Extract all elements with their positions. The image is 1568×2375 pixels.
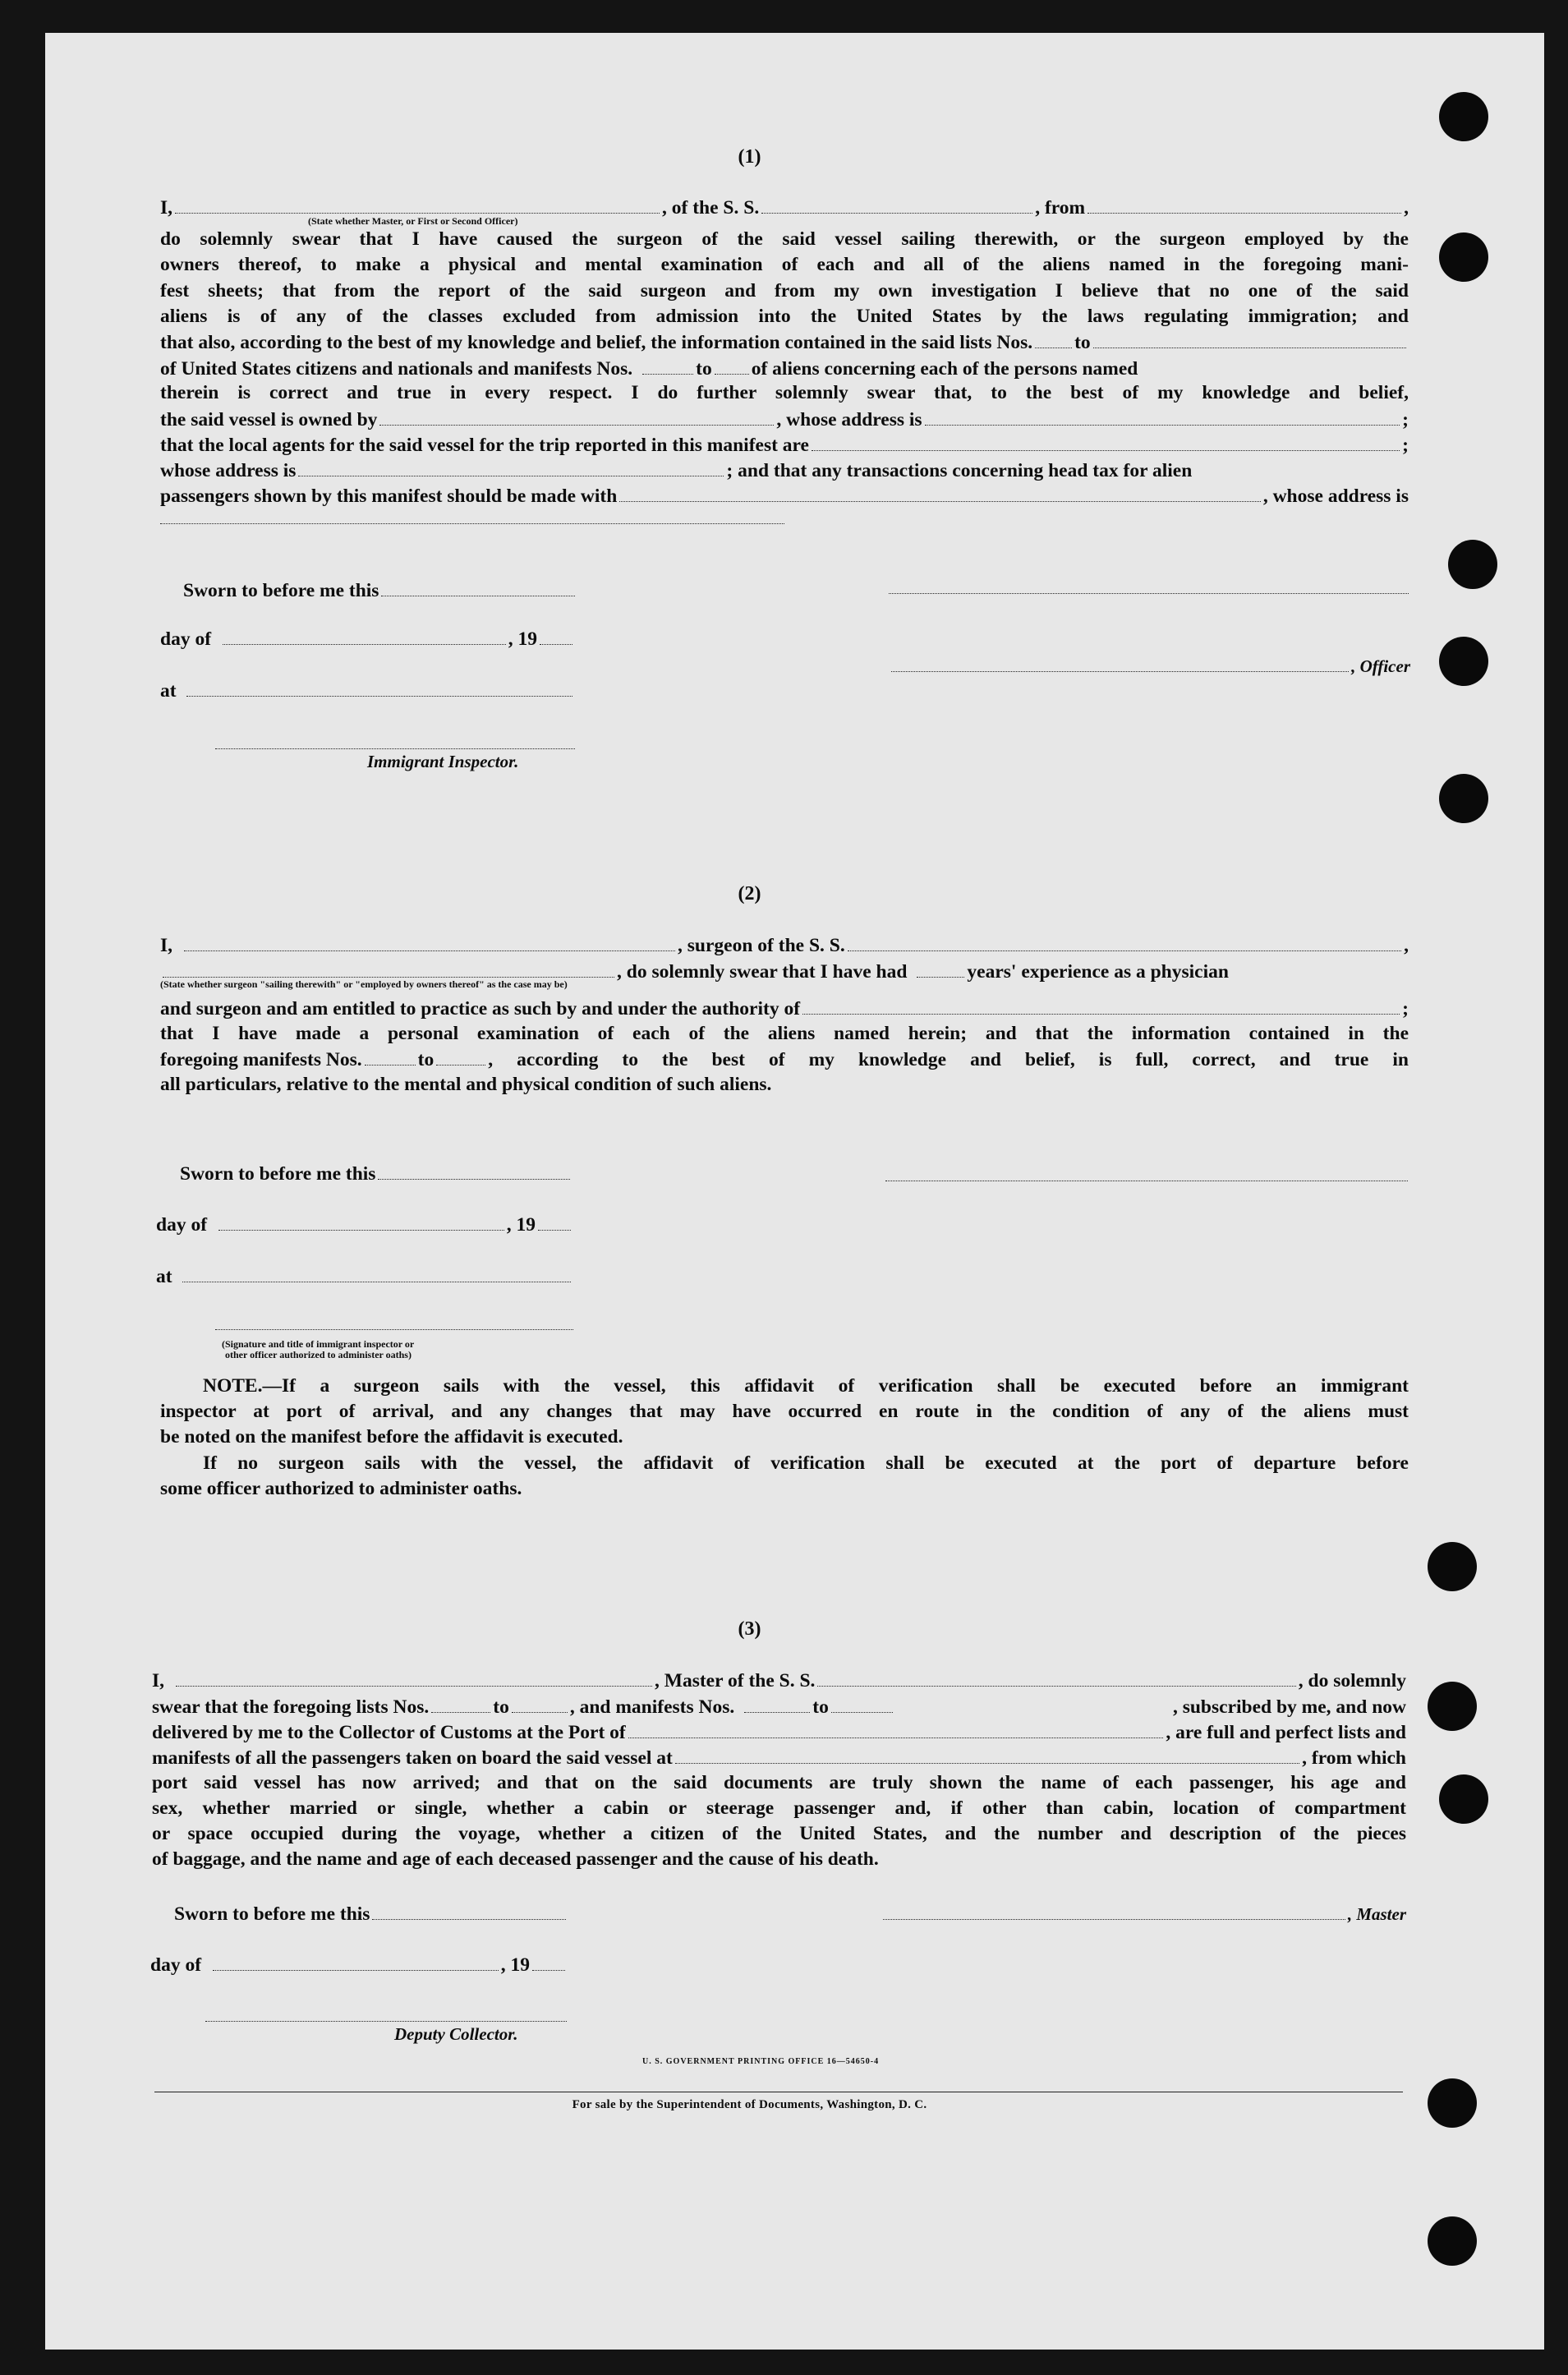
section-3-number: (3) [738, 1618, 761, 1640]
s2-year-blank[interactable] [538, 1212, 571, 1231]
head-tax-address-blank[interactable] [160, 509, 784, 524]
s1-line-owned: the said vessel is owned by , whose address is ; [160, 407, 1409, 432]
section-2 [160, 932, 1409, 1098]
s1-sworn: Sworn to before me this [183, 578, 577, 603]
s3-master-name-blank[interactable] [176, 1668, 652, 1687]
s2-at: at [156, 1263, 573, 1289]
s2-surgeon-note: (State whether surgeon "sailing therewith" or "employed by owners thereof" as the case may be) [160, 978, 568, 991]
s1-at: at [160, 678, 575, 703]
s1-officer-note: (State whether Master, or First or Second Officer) [308, 215, 518, 228]
owner-address-blank[interactable] [925, 407, 1400, 426]
punch-hole [1439, 1774, 1488, 1824]
punch-hole [1439, 774, 1488, 823]
footer-sale-note: For sale by the Superintendent of Documents, Washington, D. C. [572, 2098, 927, 2111]
s3-sworn-date-blank[interactable] [372, 1901, 566, 1920]
section-3 [152, 1668, 1406, 1873]
s2-line-experience: , do solemnly swear that I have had years' experience as a physician [160, 958, 1409, 983]
s1-paragraph: do solemnly swear that I have caused the surgeon of the said vessel sailing therewith, or the surgeon employed by the owners thereof, to make a physical and mental examination of each and all of the aliens named in the foregoing mani- fest sheets; that from the report of the said surgeon and from my own investigation I believe that no one of the said aliens is of any of the classes excluded from admission into the United States by the laws regulating immigration; and [160, 228, 1409, 327]
s2-day-of: day of , 19 [156, 1212, 573, 1237]
s3-line-lists: swear that the foregoing lists Nos. to , and manifests Nos. to , subscribed by me, and now [152, 1693, 1406, 1719]
head-tax-blank[interactable] [619, 483, 1261, 502]
s1-line-passengers: passengers shown by this manifest should be made with , whose address is [160, 483, 1409, 509]
s1-officer-signature-blank[interactable] [889, 593, 1409, 594]
s3-sworn: Sworn to before me this [174, 1901, 568, 1926]
surgeon-type-blank[interactable] [163, 958, 614, 977]
s3-master-signature-blank[interactable] [883, 1901, 1345, 1920]
s3-line-port: delivered by me to the Collector of Customs at the Port of , are full and perfect lists and [152, 1719, 1406, 1744]
years-experience-blank[interactable] [917, 958, 964, 977]
owner-blank[interactable] [379, 407, 774, 426]
from-port-blank[interactable] [1087, 195, 1401, 214]
s3-port-blank[interactable] [628, 1719, 1164, 1738]
lists-to-blank[interactable] [1093, 329, 1406, 348]
agents-address-blank[interactable] [298, 458, 724, 476]
s3-day-of: day of , 19 [150, 1952, 568, 1977]
section-1-number: (1) [738, 146, 761, 168]
s3-vessel-blank[interactable] [817, 1668, 1295, 1687]
s2-note: NOTE.—If a surgeon sails with the vessel, this affidavit of verification shall be executed before an immigrant inspector at port of arrival, and any changes that may have occurred en route in the condition of any of the aliens must be noted on the manifest before the affidavit is executed. If no surgeon sails with the vessel, the affidavit of verification shall be executed at the port of departure before some officer authorized to administer oaths. [160, 1375, 1409, 1499]
s1-line-agents: that the local agents for the said vessel for the trip reported in this manifest are ; [160, 432, 1409, 458]
punch-hole [1448, 540, 1497, 589]
s2-inspector-signature-blank[interactable] [215, 1329, 573, 1330]
s1-line-citizens: of United States citizens and nationals and manifests Nos. to of aliens concerning each of the persons named [160, 355, 1409, 380]
s3-departure-blank[interactable] [675, 1745, 1299, 1764]
s3-line-taken: manifests of all the passengers taken on board the said vessel at , from which [152, 1745, 1406, 1770]
section-1 [160, 195, 1409, 524]
s1-line-correct: therein is correct and true in every respect. I do further solemnly swear that, to the best of my knowledge and belief, [160, 382, 1409, 404]
s3-year-blank[interactable] [532, 1952, 565, 1971]
s2-manifests-from-blank[interactable] [365, 1047, 416, 1066]
s3-lists-to-blank[interactable] [512, 1693, 568, 1712]
s1-inspector-label: Immigrant Inspector. [367, 752, 519, 771]
s3-lists-from-blank[interactable] [431, 1693, 490, 1712]
surgeon-name-blank[interactable] [184, 932, 675, 951]
s1-officer-line: , Officer [889, 653, 1410, 679]
manifests-from-blank[interactable] [642, 355, 693, 374]
s2-day-blank[interactable] [218, 1212, 504, 1231]
s1-line-master: I, , of the S. S. , from , [160, 195, 1409, 220]
s2-at-blank[interactable] [182, 1263, 571, 1282]
s2-manifests-to-blank[interactable] [436, 1047, 485, 1066]
s2-vessel-blank[interactable] [848, 932, 1401, 951]
s1-line-whose: whose address is ; and that any transactions concerning head tax for alien [160, 458, 1409, 483]
s3-manifests-from-blank[interactable] [744, 1693, 810, 1712]
s2-line-particulars: all particulars, relative to the mental and physical condition of such aliens. [160, 1073, 772, 1095]
vessel-name-blank[interactable] [761, 195, 1032, 214]
s3-line-master: I, , Master of the S. S. , do solemnly [152, 1668, 1406, 1693]
agents-blank[interactable] [812, 432, 1400, 451]
s2-line-examination: that I have made a personal examination of each of the aliens named herein; and that the information contained in the [160, 1022, 1409, 1044]
s3-master-signature: , Master [881, 1901, 1406, 1926]
s2-signature-note: (Signature and title of immigrant inspector or other officer authorized to administer oaths) [222, 1338, 415, 1360]
s1-sworn-date-blank[interactable] [381, 578, 575, 596]
punch-hole [1439, 637, 1488, 686]
s3-manifests-to-blank[interactable] [831, 1693, 893, 1712]
master-name-blank[interactable] [175, 195, 660, 214]
punch-hole [1428, 1542, 1477, 1591]
manifests-to-blank[interactable] [715, 355, 749, 374]
gpo-imprint: U. S. GOVERNMENT PRINTING OFFICE 16—54650-4 [642, 2057, 880, 2066]
s1-inspector-signature-blank[interactable] [215, 748, 575, 749]
s3-day-blank[interactable] [213, 1952, 499, 1971]
s1-officer-name-blank[interactable] [891, 653, 1349, 672]
s1-day-of: day of , 19 [160, 626, 575, 651]
authority-blank[interactable] [802, 995, 1400, 1014]
s2-line-surgeon: I, , surgeon of the S. S. , [160, 932, 1409, 958]
punch-hole [1428, 1682, 1477, 1731]
s3-deputy-label: Deputy Collector. [394, 2024, 518, 2044]
punch-hole [1439, 232, 1488, 282]
s3-paragraph: port said vessel has now arrived; and that on the said documents are truly shown the name of each passenger, his age and sex, whether married or single, whether a cabin or steerage passenger and, if other than cabin, location of compartment or space occupied during the voyage, whether a citizen of the United States, and the number and description of the pieces of baggage, and the name and age of each deceased passenger and the cause of his death. [152, 1771, 1406, 1871]
lists-from-blank[interactable] [1035, 329, 1072, 348]
s1-year-blank[interactable] [540, 626, 572, 645]
s1-line-lists: that also, according to the best of my knowledge and belief, the information contained in the said lists Nos. to [160, 329, 1409, 355]
section-2-number: (2) [738, 883, 761, 904]
s3-deputy-signature-blank[interactable] [205, 2021, 567, 2022]
punch-hole [1439, 92, 1488, 141]
s2-sworn-date-blank[interactable] [378, 1161, 570, 1180]
punch-hole [1428, 2216, 1477, 2266]
s1-at-blank[interactable] [186, 678, 572, 697]
s1-day-blank[interactable] [223, 626, 506, 645]
s2-sworn: Sworn to before me this [180, 1161, 572, 1186]
s2-line-authority: and surgeon and am entitled to practice as such by and under the authority of ; [160, 995, 1409, 1020]
s2-line-manifests: foregoing manifests Nos. to , according to the best of my knowledge and belief, is full, correct, and true in [160, 1047, 1409, 1072]
